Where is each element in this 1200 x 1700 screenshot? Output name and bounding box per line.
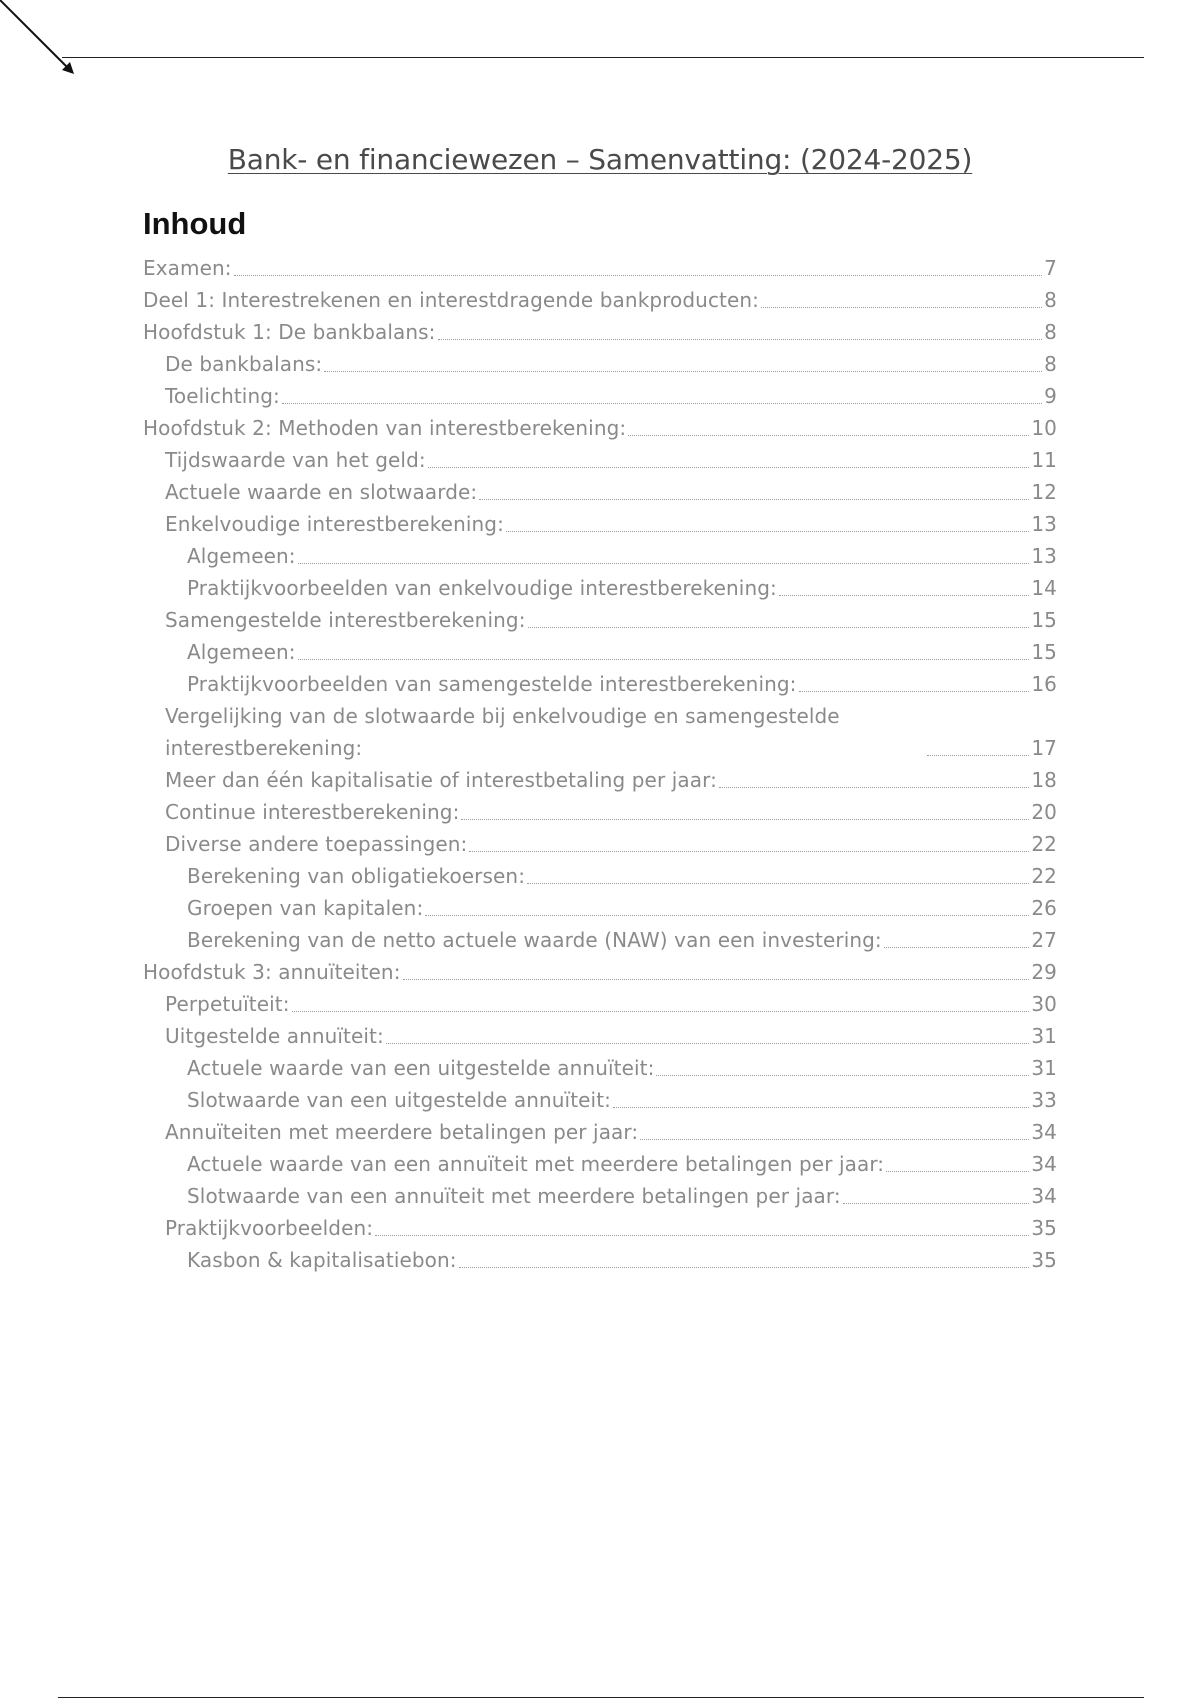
toc-entry[interactable] — [143, 572, 1057, 604]
toc-entry[interactable] — [143, 284, 1057, 316]
toc-entry-title: Tijdswaarde van het geld: — [165, 448, 426, 472]
toc-page-number: 14 — [1031, 576, 1057, 600]
toc-dot-leader — [386, 1043, 1030, 1044]
toc-entry-title: Slotwaarde van een annuïteit met meerdere betalingen per jaar: — [187, 1184, 841, 1208]
toc-entry-title: Actuele waarde van een uitgestelde annuïteit: — [187, 1056, 655, 1080]
toc-dot-leader — [843, 1203, 1030, 1204]
toc-entry[interactable] — [143, 316, 1057, 348]
toc-dot-leader — [403, 979, 1030, 980]
toc-entry-title: Algemeen: — [187, 640, 296, 664]
toc-page-number: 35 — [1031, 1216, 1057, 1240]
toc-entry[interactable] — [143, 412, 1057, 444]
toc-page-number: 13 — [1031, 544, 1057, 568]
toc-entry[interactable] — [143, 924, 1057, 956]
toc-page-number: 13 — [1031, 512, 1057, 536]
toc-entry[interactable] — [143, 508, 1057, 540]
toc-dot-leader — [761, 307, 1042, 308]
toc-dot-leader — [428, 467, 1030, 468]
toc-page-number: 26 — [1031, 896, 1057, 920]
toc-dot-leader — [927, 755, 1029, 756]
header-rule — [62, 57, 1144, 58]
toc-page-number: 18 — [1031, 768, 1057, 792]
toc-entry[interactable] — [143, 892, 1057, 924]
toc-page-number: 11 — [1031, 448, 1057, 472]
toc-entry[interactable] — [143, 796, 1057, 828]
toc-page-number: 34 — [1031, 1120, 1057, 1144]
toc-entry-title: Berekening van obligatiekoersen: — [187, 864, 526, 888]
toc-dot-leader — [719, 787, 1029, 788]
toc-dot-leader — [528, 627, 1030, 628]
toc-page-number: 15 — [1031, 608, 1057, 632]
toc-dot-leader — [324, 371, 1042, 372]
toc-entry[interactable] — [143, 604, 1057, 636]
toc-dot-leader — [613, 1107, 1029, 1108]
toc-dot-leader — [506, 531, 1029, 532]
toc-entry-title: Praktijkvoorbeelden van samengestelde interestberekening: — [187, 672, 797, 696]
toc-dot-leader — [234, 275, 1043, 276]
toc-entry-title: Enkelvoudige interestberekening: — [165, 512, 504, 536]
toc-entry-title: Groepen van kapitalen: — [187, 896, 424, 920]
toc-entry-title: Kasbon & kapitalisatiebon: — [187, 1248, 457, 1272]
toc-entry-title: Vergelijking van de slotwaarde bij enkelvoudige en samengestelde interestberekening: — [165, 704, 840, 760]
toc-page-number: 8 — [1044, 352, 1057, 376]
toc-dot-leader — [886, 1171, 1029, 1172]
toc-dot-leader — [469, 851, 1029, 852]
toc-entry-title: Continue interestberekening: — [165, 800, 460, 824]
toc-dot-leader — [298, 659, 1030, 660]
toc-dot-leader — [438, 339, 1043, 340]
toc-dot-leader — [799, 691, 1030, 692]
toc-page-number: 16 — [1031, 672, 1057, 696]
toc-page-number: 29 — [1031, 960, 1057, 984]
toc-entry[interactable] — [143, 956, 1057, 988]
toc-entry[interactable] — [143, 1148, 1057, 1180]
toc-entry[interactable] — [143, 988, 1057, 1020]
toc-entry-title: Slotwaarde van een uitgestelde annuïteit: — [187, 1088, 611, 1112]
toc-heading: Inhoud — [143, 206, 247, 241]
toc-entry-title: Deel 1: Interestrekenen en interestdragende bankproducten: — [143, 288, 760, 312]
footer-rule — [58, 1697, 1144, 1698]
toc-entry-title: Perpetuïteit: — [165, 992, 290, 1016]
toc-dot-leader — [628, 435, 1029, 436]
toc-entry[interactable] — [143, 1180, 1057, 1212]
toc-entry[interactable] — [143, 636, 1057, 668]
toc-page-number: 35 — [1031, 1248, 1057, 1272]
toc-entry[interactable] — [143, 444, 1057, 476]
toc-page-number: 8 — [1044, 288, 1057, 312]
toc-entry[interactable] — [143, 540, 1057, 572]
toc-page-number: 9 — [1044, 384, 1057, 408]
toc-entry-title: Uitgestelde annuïteit: — [165, 1024, 384, 1048]
toc-page-number: 12 — [1031, 480, 1057, 504]
toc-entry-title: Diverse andere toepassingen: — [165, 832, 468, 856]
toc-entry[interactable] — [143, 700, 1057, 764]
toc-dot-leader — [282, 403, 1042, 404]
toc-entry[interactable] — [143, 1020, 1057, 1052]
toc-entry-title: Actuele waarde van een annuïteit met meerdere betalingen per jaar: — [187, 1152, 885, 1176]
corner-arrow-icon — [0, 0, 80, 80]
toc-entry-title: Praktijkvoorbeelden: — [165, 1216, 374, 1240]
toc-entry-title: Hoofdstuk 1: De bankbalans: — [143, 320, 436, 344]
toc-entry[interactable] — [143, 1116, 1057, 1148]
toc-page-number: 34 — [1031, 1152, 1057, 1176]
toc-dot-leader — [292, 1011, 1030, 1012]
table-of-contents — [143, 252, 1057, 1276]
toc-entry-title: Meer dan één kapitalisatie of interestbetaling per jaar: — [165, 768, 717, 792]
toc-dot-leader — [375, 1235, 1029, 1236]
toc-page-number: 33 — [1031, 1088, 1057, 1112]
toc-dot-leader — [479, 499, 1029, 500]
toc-page-number: 31 — [1031, 1024, 1057, 1048]
toc-page-number: 20 — [1031, 800, 1057, 824]
toc-entry[interactable] — [143, 764, 1057, 796]
toc-entry-title: Examen: — [143, 256, 232, 280]
toc-entry[interactable] — [143, 1244, 1057, 1276]
toc-dot-leader — [884, 947, 1030, 948]
toc-entry[interactable] — [143, 828, 1057, 860]
toc-page-number: 27 — [1031, 928, 1057, 952]
toc-dot-leader — [461, 819, 1029, 820]
toc-page-number: 22 — [1031, 832, 1057, 856]
toc-dot-leader — [640, 1139, 1029, 1140]
toc-entry[interactable] — [143, 252, 1057, 284]
toc-entry-title: Annuïteiten met meerdere betalingen per jaar: — [165, 1120, 639, 1144]
toc-entry[interactable] — [143, 380, 1057, 412]
toc-page-number: 34 — [1031, 1184, 1057, 1208]
toc-page-number: 15 — [1031, 640, 1057, 664]
toc-entry[interactable] — [143, 1052, 1057, 1084]
toc-entry[interactable] — [143, 476, 1057, 508]
toc-dot-leader — [298, 563, 1030, 564]
toc-page-number: 10 — [1031, 416, 1057, 440]
toc-entry-title: Samengestelde interestberekening: — [165, 608, 526, 632]
toc-page-number: 7 — [1044, 256, 1057, 280]
toc-page-number: 31 — [1031, 1056, 1057, 1080]
toc-entry-title: Praktijkvoorbeelden van enkelvoudige interestberekening: — [187, 576, 777, 600]
toc-page-number: 8 — [1044, 320, 1057, 344]
toc-dot-leader — [656, 1075, 1029, 1076]
toc-entry-title: Hoofdstuk 2: Methoden van interestberekening: — [143, 416, 627, 440]
toc-entry-title: Hoofdstuk 3: annuïteiten: — [143, 960, 401, 984]
toc-dot-leader — [527, 883, 1029, 884]
toc-entry-title: Berekening van de netto actuele waarde (NAW) van een investering: — [187, 928, 882, 952]
toc-page-number: 30 — [1031, 992, 1057, 1016]
toc-entry-title: Toelichting: — [165, 384, 280, 408]
toc-page-number: 22 — [1031, 864, 1057, 888]
toc-entry[interactable] — [143, 1212, 1057, 1244]
toc-entry-title: Actuele waarde en slotwaarde: — [165, 480, 478, 504]
toc-dot-leader — [425, 915, 1029, 916]
toc-entry-title: Algemeen: — [187, 544, 296, 568]
toc-entry[interactable] — [143, 1084, 1057, 1116]
toc-dot-leader — [779, 595, 1029, 596]
toc-entry[interactable] — [143, 668, 1057, 700]
toc-entry[interactable] — [143, 860, 1057, 892]
toc-entry[interactable] — [143, 348, 1057, 380]
toc-entry-title: De bankbalans: — [165, 352, 323, 376]
toc-page-number: 17 — [1031, 736, 1057, 760]
toc-dot-leader — [459, 1267, 1030, 1268]
document-title: Bank- en financiewezen – Samenvatting: (2024-2025) — [227, 143, 973, 176]
